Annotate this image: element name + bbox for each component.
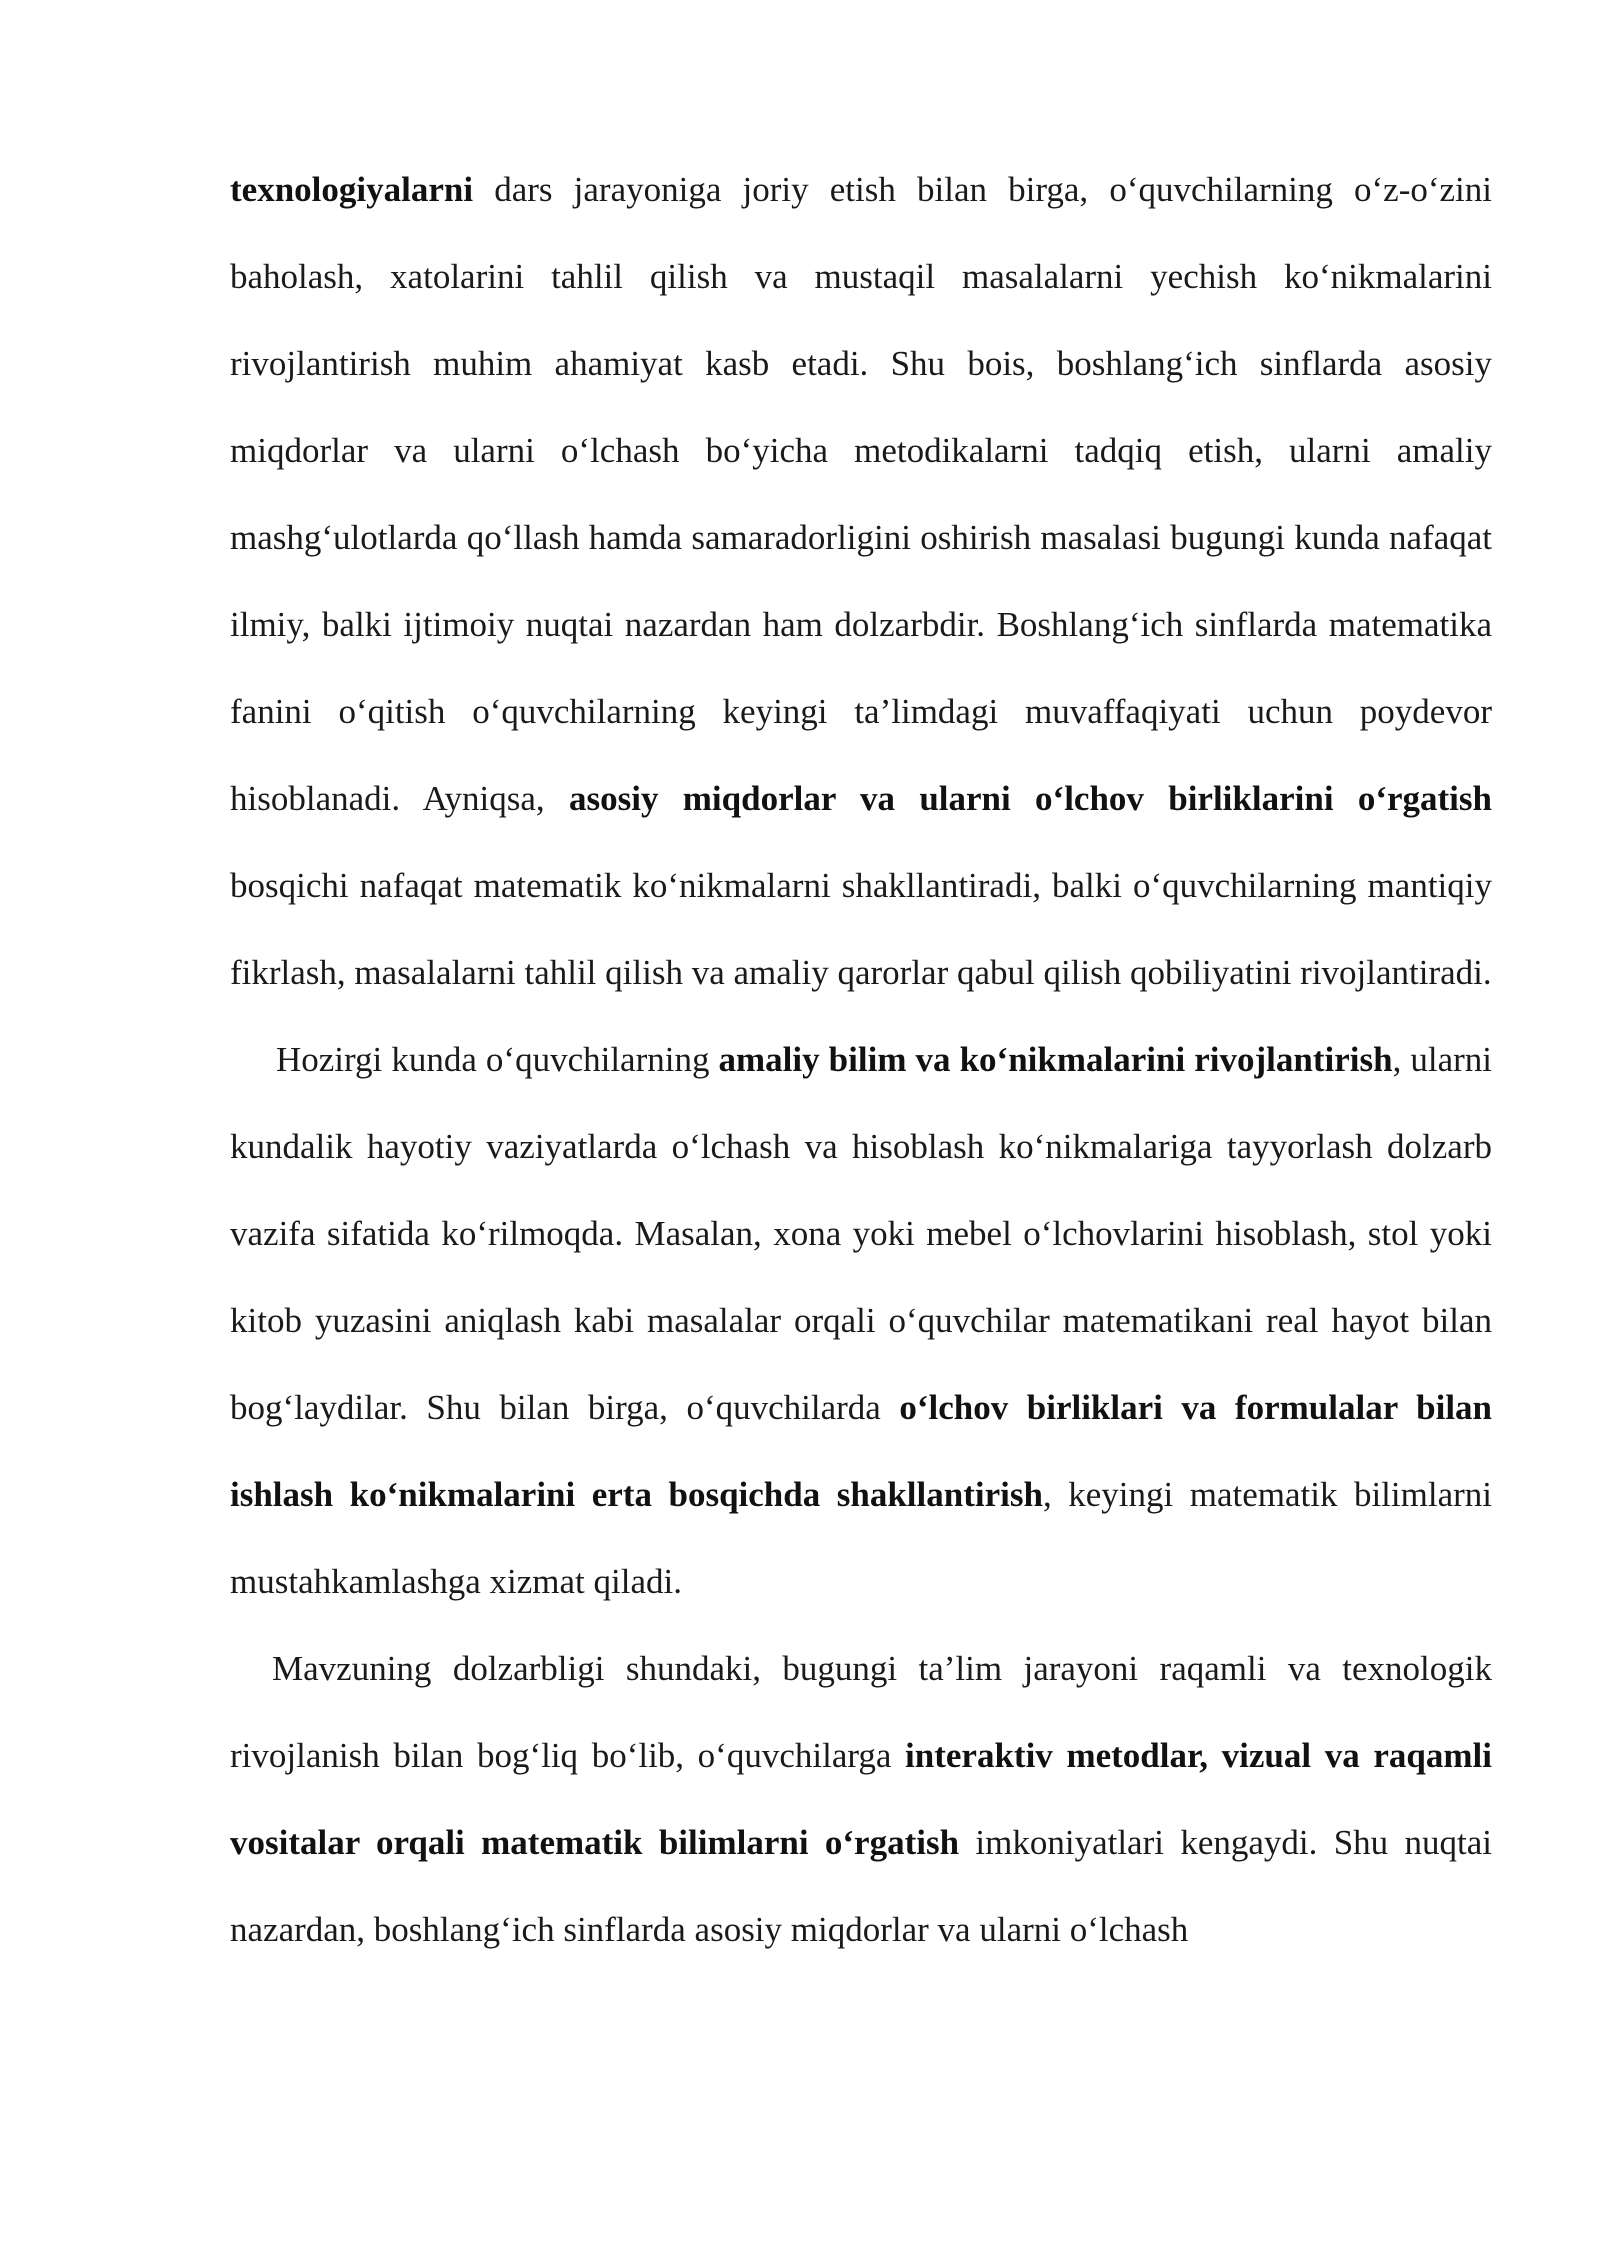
text-run: bosqichi nafaqat matematik ko‘nikmalarni shakllantiradi, balki o‘quvchilarning mantiqiy fikrlash, masalalarni tahlil qilish va amaliy qarorlar qabul qilish qobiliyatini rivojlantiradi. bbox=[230, 866, 1492, 992]
paragraph-3 bbox=[230, 1625, 1492, 1973]
paragraph-1 bbox=[230, 146, 1492, 1016]
bold-run: texnologiyalarni bbox=[230, 170, 474, 209]
text-run: , keyingi matematik bilimlarni mustahkamlashga xizmat qiladi. bbox=[230, 1475, 1492, 1601]
text-run: , ularni kundalik hayotiy vaziyatlarda o‘lchash va hisoblash ko‘nikmalariga tayyorlash dolzarb vazifa sifatida ko‘rilmoqda. Masalan, xona yoki mebel o‘lchovlarini hisoblash, stol yoki kitob yuzasini aniqlash kabi masalalar orqali o‘quvchilar matematikani real hayot bilan bog‘laydilar. Shu bilan birga, o‘quvchilarda bbox=[230, 1040, 1493, 1427]
bold-run: interaktiv metodlar, vizual va raqamli vositalar orqali matematik bilimlarni o‘rgatish bbox=[230, 1736, 1492, 1862]
text-run: dars jarayoniga joriy etish bilan birga, o‘quvchilarning o‘z-o‘zini baholash, xatolarini tahlil qilish va mustaqil masalalarni yechish ko‘nikmalarini rivojlantirish muhim ahamiyat kasb etadi. Shu bois, boshlang‘ich sinflarda asosiy miqdorlar va ularni o‘lchash bo‘yicha metodikalarni tadqiq etish, ularni amaliy mashg‘ulotlarda qo‘llash hamda samaradorligini oshirish masalasi bugungi kunda nafaqat ilmiy, balki ijtimoiy nuqtai nazardan ham dolzarbdir. Boshlang‘ich sinflarda matematika fanini o‘qitish o‘quvchilarning keyingi ta’limdagi muvaffaqiyati uchun poydevor hisoblanadi. Ayniqsa, bbox=[230, 170, 1492, 818]
bold-run: asosiy miqdorlar va ularni o‘lchov birliklarini o‘rgatish bbox=[568, 779, 1492, 818]
paragraph-2 bbox=[230, 1016, 1492, 1625]
bold-run: o‘lchov birliklari va formulalar bilan ishlash ko‘nikmalarini erta bosqichda shakllantirish bbox=[230, 1388, 1493, 1514]
text-run: imkoniyatlari kengaydi. Shu nuqtai nazardan, boshlang‘ich sinflarda asosiy miqdorlar va ularni o‘lchash bbox=[230, 1823, 1492, 1949]
document-body bbox=[230, 146, 1492, 1973]
text-run: Mavzuning dolzarbligi shundaki, bugungi ta’lim jarayoni raqamli va texnologik rivojlanish bilan bog‘liq bo‘lib, o‘quvchilarga bbox=[230, 1649, 1492, 1775]
bold-run: amaliy bilim va ko‘nikmalarini rivojlantirish bbox=[718, 1040, 1393, 1079]
text-run: Hozirgi kunda o‘quvchilarning bbox=[276, 1040, 719, 1079]
